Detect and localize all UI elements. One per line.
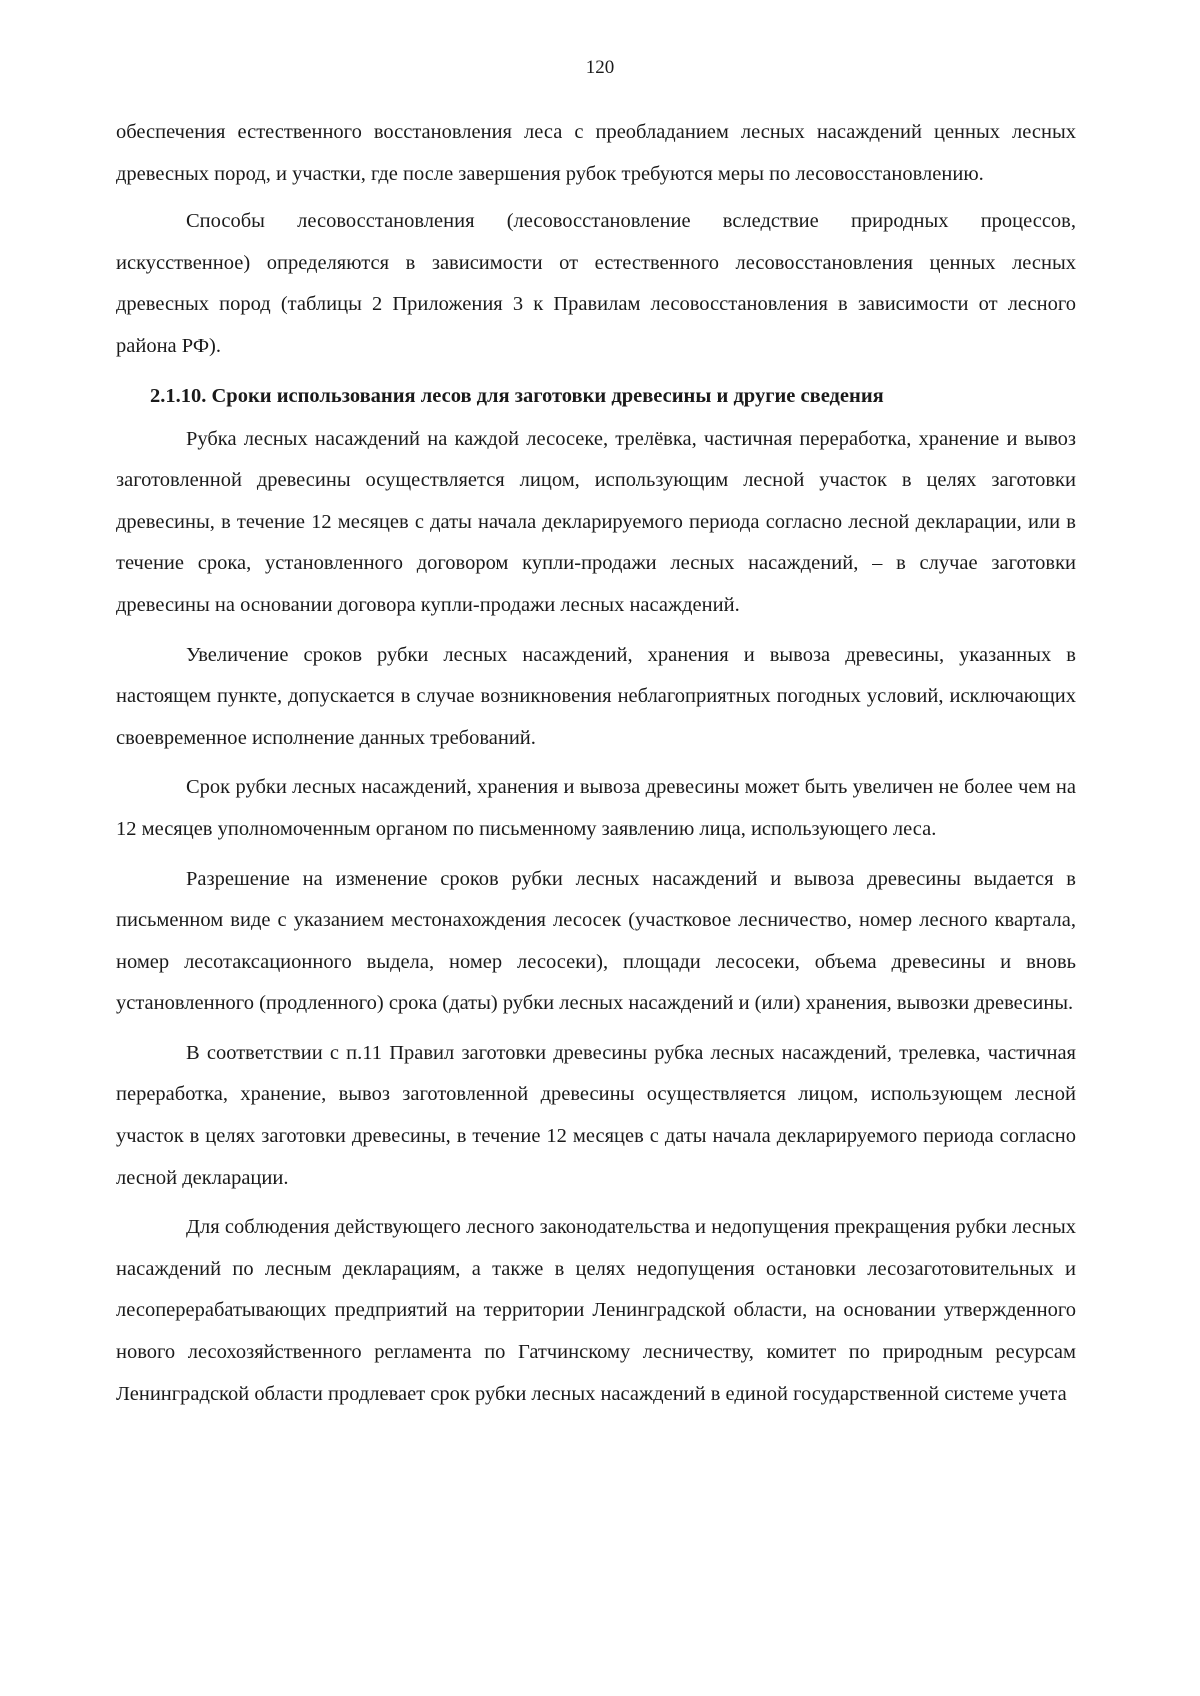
document-body — [116, 112, 1076, 1423]
section-heading: 2.1.10. Сроки использования лесов для заготовки древесины и другие сведения — [150, 384, 884, 407]
page-number: 120 — [585, 57, 615, 78]
paragraph-felling-terms: Рубка лесных насаждений на каждой лесосеке, трелёвка, частичная переработка, хранение и вывоз заготовленной древесины осуществляется лицом, использующим лесной участок в целях заготовки древесины, в течение 12 месяцев с даты начала декларируемого периода согласно лесной декларации, или в течение срока, установленного договором купли-продажи лесных насаждений, – в случае заготовки древесины на основании договора купли-продажи лесных насаждений. — [116, 427, 1076, 616]
paragraph-rules-reference: В соответствии с п.11 Правил заготовки древесины рубка лесных насаждений, трелевка, частичная переработка, хранение, вывоз заготовленной древесины осуществляется лицом, использующем лесной участок в целях заготовки древесины, в течение 12 месяцев с даты начала декларируемого периода согласно лесной декларации. — [116, 1041, 1076, 1189]
paragraph-continuation: обеспечения естественного восстановления леса с преобладанием лесных насаждений ценных лесных древесных пород, и участки, где после завершения рубок требуются меры по лесовосстановлению. — [116, 121, 1076, 185]
paragraph-extension-limit: Срок рубки лесных насаждений, хранения и вывоза древесины может быть увеличен не более чем на 12 месяцев уполномоченным органом по письменному заявлению лица, использующего леса. — [116, 776, 1076, 840]
paragraph-permission: Разрешение на изменение сроков рубки лесных насаждений и вывоза древесины выдается в письменном виде с указанием местонахождения лесосек (участковое лесничество, номер лесного квартала, номер лесотаксационного выдела, номер лесосеки), площади лесосеки, объема древесины и вновь установленного (продленного) срока (даты) рубки лесных насаждений и (или) хранения, вывозки древесины. — [116, 867, 1076, 1015]
paragraph-compliance: Для соблюдения действующего лесного законодательства и недопущения прекращения рубки лесных насаждений по лесным декларациям, а также в целях недопущения остановки лесозаготовительных и лесоперерабатывающих предприятий на территории Ленинградской области, на основании утвержденного нового лесохозяйственного регламента по Гатчинскому лесничеству, комитет по природным ресурсам Ленинградской области продлевает срок рубки лесных насаждений в единой государственной системе учета — [116, 1216, 1076, 1405]
paragraph-term-extension: Увеличение сроков рубки лесных насаждений, хранения и вывоза древесины, указанных в настоящем пункте, допускается в случае возникновения неблагоприятных погодных условий, исключающих своевременное исполнение данных требований. — [116, 643, 1076, 749]
paragraph-reforestation-methods: Способы лесовосстановления (лесовосстановление вследствие природных процессов, искусственное) определяются в зависимости от естественного лесовосстановления ценных лесных древесных пород (таблицы 2 Приложения 3 к Правилам лесовосстановления в зависимости от лесного района РФ). — [116, 210, 1076, 357]
